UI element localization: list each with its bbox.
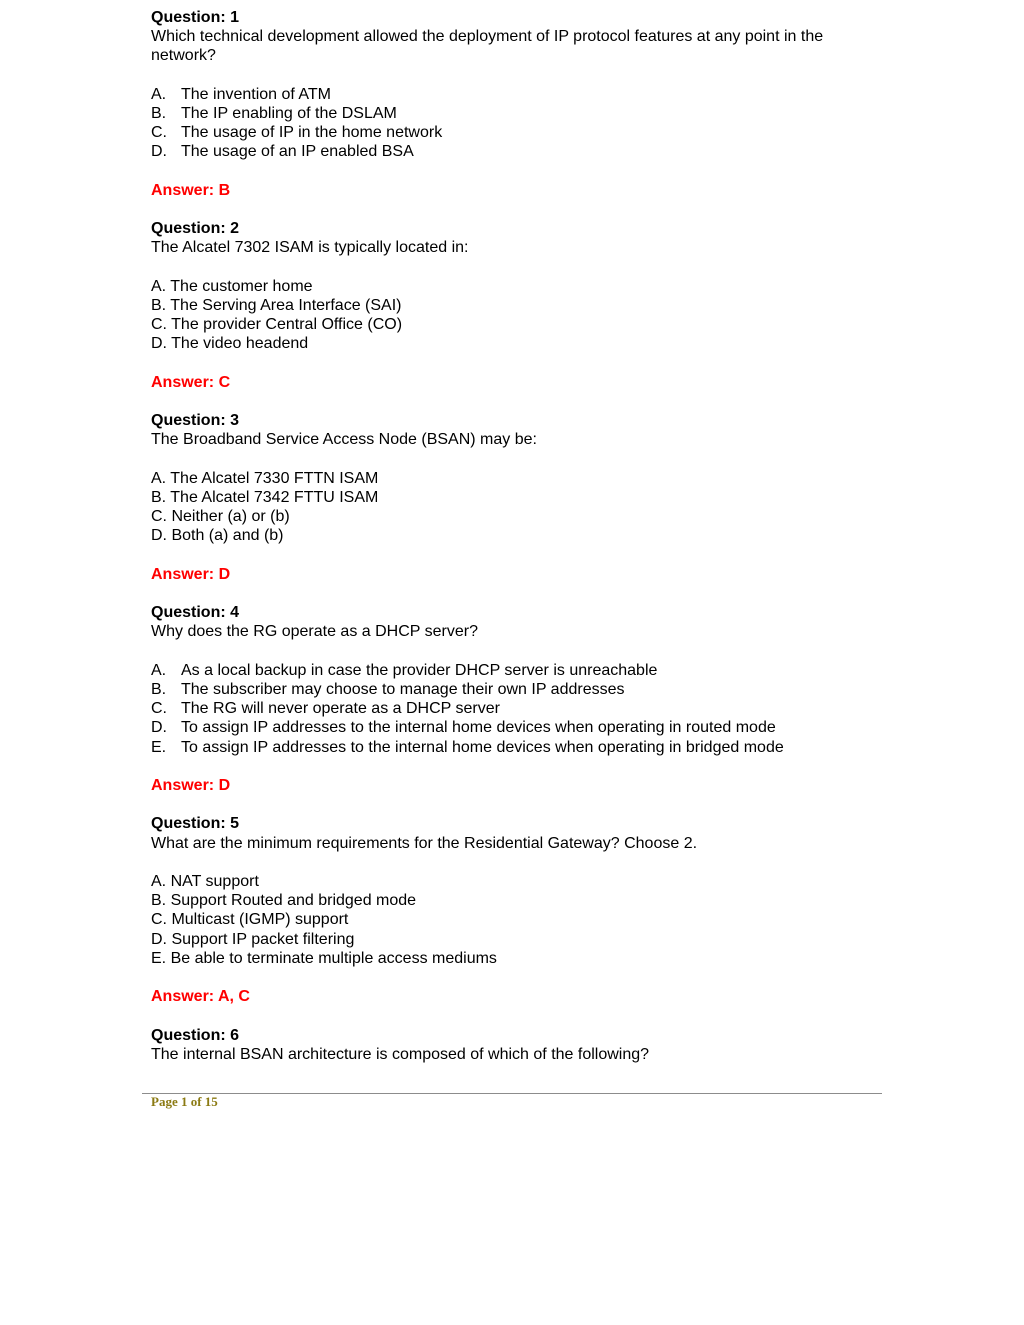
question-2-option-a: A. The customer home (151, 277, 313, 295)
question-3-option-a: A. The Alcatel 7330 FTTN ISAM (151, 469, 379, 487)
question-4-title: Question: 4 (151, 604, 240, 622)
question-5-title: Question: 5 (151, 815, 240, 833)
question-4-option-b (151, 680, 891, 699)
option-letter: D. (151, 719, 167, 737)
spacer (151, 258, 891, 277)
spacer (151, 968, 891, 987)
option-text: To assign IP addresses to the internal home devices when operating in bridged mode (181, 738, 784, 756)
question-5-option-d: D. Support IP packet filtering (151, 930, 355, 948)
question-4-option-e (151, 738, 891, 757)
question-4-option-d (151, 718, 891, 737)
question-3-answer: Answer: D (151, 565, 231, 583)
option-letter: A. (151, 85, 167, 103)
question-2-option-d: D. The video headend (151, 335, 309, 353)
spacer (151, 757, 891, 776)
question-3-option-d: D. Both (a) and (b) (151, 527, 284, 545)
option-text: The subscriber may choose to manage their own IP addresses (181, 680, 625, 698)
question-2-text: The Alcatel 7302 ISAM is typically located in: (151, 239, 469, 257)
page-number: Page 1 of 15 (151, 1094, 218, 1109)
spacer (151, 1006, 891, 1025)
option-letter: C. (151, 124, 167, 142)
spacer (151, 354, 891, 373)
question-3-option-c: C. Neither (a) or (b) (151, 508, 290, 526)
question-4-answer: Answer: D (151, 776, 231, 794)
spacer (151, 200, 891, 219)
question-5-option-a: A. NAT support (151, 872, 259, 890)
spacer (151, 853, 891, 872)
question-3-text: The Broadband Service Access Node (BSAN) may be: (151, 431, 537, 449)
option-letter: D. (151, 143, 167, 161)
question-1-option-a (151, 85, 891, 104)
spacer (151, 392, 891, 411)
option-letter: B. (151, 105, 167, 122)
option-text: As a local backup in case the provider DHCP server is unreachable (181, 661, 658, 679)
question-5-option-b: B. Support Routed and bridged mode (151, 892, 417, 910)
spacer (151, 584, 891, 603)
question-1-option-d (151, 142, 891, 161)
question-2-title: Question: 2 (151, 220, 240, 238)
question-6-text: The internal BSAN architecture is composed of which of the following? (151, 1045, 650, 1063)
question-3-title: Question: 3 (151, 412, 240, 430)
question-1-option-c (151, 123, 891, 142)
option-text: To assign IP addresses to the internal home devices when operating in routed mode (181, 719, 776, 737)
question-5-text: What are the minimum requirements for the Residential Gateway? Choose 2. (151, 834, 698, 852)
question-1-text-line-2: network? (151, 47, 216, 65)
question-2-option-c: C. The provider Central Office (CO) (151, 316, 403, 334)
option-text: The usage of an IP enabled BSA (181, 143, 414, 161)
spacer (151, 546, 891, 565)
question-2-answer: Answer: C (151, 373, 231, 391)
option-letter: A. (151, 661, 167, 679)
question-4-text: Why does the RG operate as a DHCP server? (151, 623, 478, 641)
option-letter: E. (151, 738, 167, 756)
spacer (151, 162, 891, 181)
option-letter: B. (151, 680, 167, 698)
document-body (151, 8, 891, 1064)
spacer (151, 795, 891, 814)
spacer (151, 450, 891, 469)
option-text: The invention of ATM (181, 85, 331, 103)
spacer (151, 66, 891, 85)
footer-divider (142, 1093, 882, 1094)
option-text: The RG will never operate as a DHCP server (181, 700, 500, 718)
option-text: The IP enabling of the DSLAM (181, 105, 397, 122)
option-text: The usage of IP in the home network (181, 124, 443, 142)
question-5-answer: Answer: A, C (151, 988, 250, 1006)
option-letter: C. (151, 700, 167, 718)
question-4-option-c (151, 699, 891, 718)
question-6-title: Question: 6 (151, 1026, 240, 1044)
question-2-option-b: B. The Serving Area Interface (SAI) (151, 296, 402, 314)
question-1-title: Question: 1 (151, 9, 240, 26)
question-1-text-line-1: Which technical development allowed the deployment of IP protocol features at any point in the (151, 28, 824, 46)
question-5-option-c: C. Multicast (IGMP) support (151, 911, 349, 929)
question-1-option-b (151, 104, 891, 123)
question-4-option-a (151, 661, 891, 680)
spacer (151, 642, 891, 661)
question-3-option-b: B. The Alcatel 7342 FTTU ISAM (151, 488, 379, 506)
question-1-answer: Answer: B (151, 181, 231, 199)
question-5-option-e: E. Be able to terminate multiple access mediums (151, 949, 497, 967)
